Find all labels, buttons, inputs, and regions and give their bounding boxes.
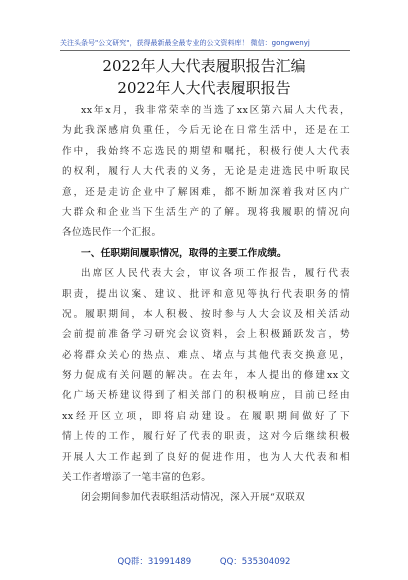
body-paragraph (62, 264, 350, 488)
footer-qq-group: QQ群：31991489 (117, 557, 192, 567)
paragraph-line: 作中，我始终不忘选民的期望和嘱托，积极行使人大代表 (62, 145, 350, 157)
paragraph-line: 必将群众关心的热点、难点、堵点与其他代表交换意见， (62, 349, 350, 361)
paragraph-line: 闭会期间参加代表联组活动情况，深入开展“双联双 (81, 492, 306, 504)
paragraph-line: 职责，提出议案、建议、批评和意见等执行代表职务的情 (62, 288, 350, 300)
header-banner: 关注头条号"公文研究"，获得最新最全最专业的公文资料库！ 微信：gongwenyj (60, 39, 310, 47)
paragraph-line: 出席区人民代表大会，审议各项工作报告，履行代表 (81, 268, 350, 280)
footer-contact (0, 556, 408, 568)
paragraph-line: 关工作者增添了一笔丰富的色彩。 (62, 472, 212, 484)
paragraph-line: xx年x月，我非常荣幸的当选了xx区第六届人大代表， (81, 105, 350, 116)
body-paragraph (62, 488, 350, 508)
footer-qq: QQ：535304092 (219, 557, 291, 567)
section-heading: 一、任职期间履职情况，取得的主要工作成绩。 (81, 247, 287, 259)
document-title: 2022年人大代表履职报告汇编 (102, 57, 306, 75)
paragraph-line: 开展人大工作起到了良好的促进作用，也为人大代表和相 (62, 451, 350, 463)
paragraph-line: 化广场天桥建议得到了相关部门的积极响应，目前已经由 (62, 390, 350, 402)
paragraph-line: xx经开区立项，即将启动建设。在履职期间做好了下 (62, 410, 350, 422)
paragraph-line: 大群众和企业当下生活生产的了解。现将我履职的情况向 (62, 206, 350, 218)
paragraph-line: 的权利，履行人大代表的义务，无论是走进选民中听取民 (62, 166, 350, 178)
paragraph-line: 意，还是走访企业中了解困难，都不断加深着我对区内广 (62, 186, 350, 198)
document-subtitle: 2022年人大代表履职报告 (117, 79, 291, 97)
intro-paragraph (62, 101, 350, 244)
paragraph-line: 会前提前准备学习研究会议资料，会上积极踊跃发言，势 (62, 329, 350, 341)
document-body (62, 101, 350, 509)
paragraph-line: 努力促成有关问题的解决。在去年，本人提出的修建xx文 (62, 370, 350, 382)
header-divider (60, 50, 350, 51)
paragraph-line: 各位选民作一个汇报。 (62, 227, 162, 239)
paragraph-line: 况。履职期间，本人积极、按时参与人大会议及相关活动 (62, 308, 350, 320)
paragraph-line: 情上传的工作，履行好了代表的职责，这对今后继续积极 (62, 431, 350, 443)
paragraph-line: 为此我深感肩负重任，今后无论在日常生活中，还是在工 (62, 125, 350, 137)
